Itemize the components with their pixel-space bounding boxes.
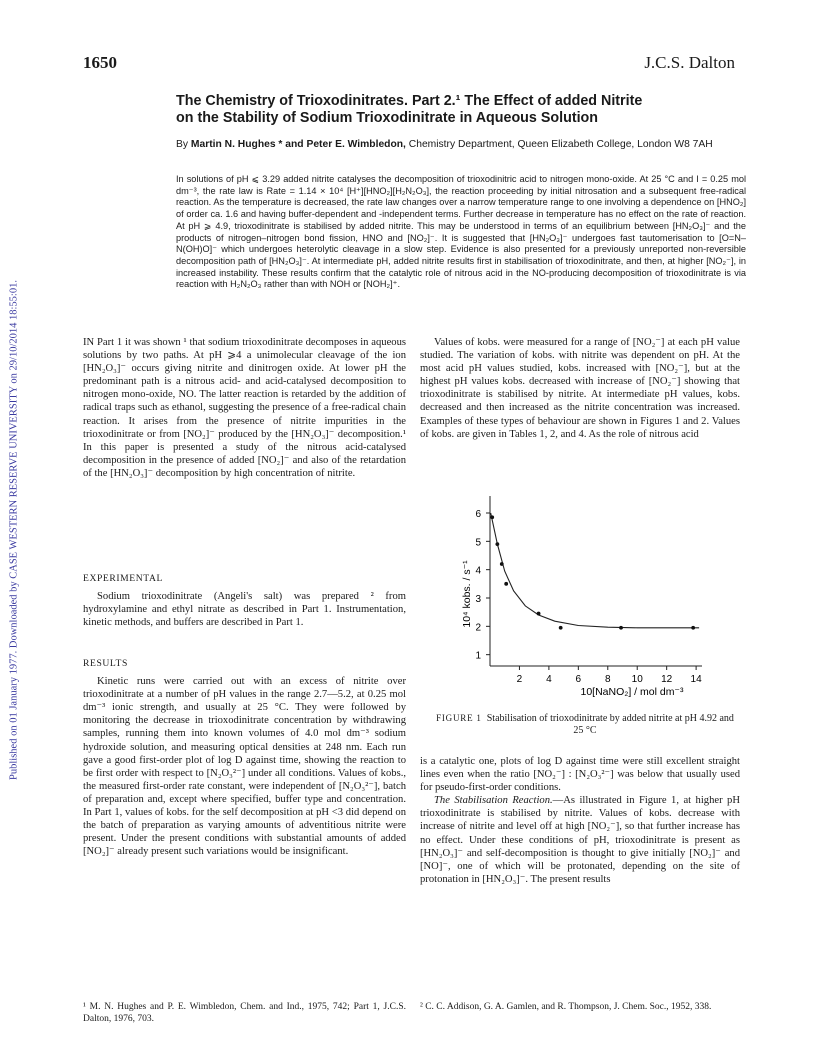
title-line-1: The Chemistry of Trioxodinitrates. Part 2.¹ The Effect of added Nitrite [176, 93, 643, 109]
x-tick-label: 14 [690, 674, 702, 685]
footnote-1: ¹ M. N. Hughes and P. E. Wimbledon, Chem. and Ind., 1975, 742; Part 1, J.C.S. Dalton, 1976, 703. [83, 1002, 406, 1024]
intro-text: IN Part 1 it was shown ¹ that sodium trioxodinitrate decomposes in aqueous solutions by two paths. At pH ⩾4 a unimolecular cleavage of the ion [HN₂O₃]⁻ occurs giving nitrite and dinitrogen oxide. At lower pH the predominant path is a nitrous acid- and acid-catalysed decomposition to nitrogen mono-oxide, NO. The latter reaction is retarded by the addition of radical traps such as ethanol, suggesting the presence of a free-radical chain reaction. It arises from the presence of nitrite impurities in the trioxodinitrate or from [NO₂]⁻ produced by the [HN₂O₃]⁻ decomposition.¹ In this paper is presented a study of the nitrous acid-catalysed decomposition in the presence of added [NO₂]⁻ and also of the retardation of the [HN₂O₃]⁻ decomposition by high concentration of nitrite. [83, 337, 406, 479]
figure-1-chart [440, 488, 720, 698]
page-number: 1650 [83, 53, 117, 72]
affiliation: Chemistry Department, Queen Elizabeth College, London W8 7AH [405, 139, 713, 150]
stabilisation-heading: The Stabilisation Reaction. [434, 795, 553, 807]
data-point [495, 542, 499, 546]
heading-experimental: EXPERIMENTAL [83, 573, 163, 584]
y-tick-label: 6 [475, 509, 481, 520]
title-line-2: on the Stability of Sodium Trioxodinitrate in Aqueous Solution [176, 110, 599, 126]
right-bottom-text-2: —As illustrated in Figure 1, at higher pH trioxodinitrate is stabilised by nitrite. Values of kobs. decrease with increase of nitrite and level off at high [NO₂⁻], so that further increase has no effect. Under these conditions of pH, trioxodinitrate is present as [HN₂O₃]⁻ and self-decomposition is thought to give initially [NO₂]⁻ and [NO]⁻, one of which will be protonated, depending on the site of protonation in [HN₂O₃]⁻. The present results [420, 795, 740, 885]
author-names: Martin N. Hughes * and Peter E. Wimbledon, [190, 139, 406, 150]
data-point [559, 626, 563, 630]
right-bottom-paragraph-2 [420, 794, 740, 886]
authors-by: By [176, 139, 191, 150]
x-axis-label: 10[NaNO₂] / mol dm⁻³ [580, 686, 684, 698]
data-point [500, 562, 504, 566]
article-title [176, 93, 746, 127]
experimental-section [83, 572, 406, 629]
data-point [537, 612, 541, 616]
chart-axes [490, 496, 702, 666]
results-section [83, 657, 406, 858]
heading-results: RESULTS [83, 658, 128, 669]
right-bottom-text-1: is a catalytic one, plots of log D against time were still excellent straight lines even when the ratio [NO₂⁻] : [N₂O₃²⁻] was below that usually used for pseudo-first-order conditions. [420, 756, 740, 794]
abstract: In solutions of pH ⩽ 3.29 added nitrite catalyses the decomposition of trioxodinitric acid to nitrogen mono-oxide. At 25 °C and I = 0.25 mol dm⁻³, the rate law is Rate = 1.14 × 10⁴ [H⁺][HNO₂][H₂N₂O₃], the reaction proceeding by initial nitrosation and a subsequent free-radical reaction. As the temperature is decreased, the rate law changes over a narrow temperature range to one involving a dependence on [HNO₂] of order ca. 1.6 and having buffer-dependent and -independent terms. Further decrease in temperature has no effect on the rate of reaction. At pH ⩾ 4.9, trioxodinitrate is stabilised by added nitrite. This may be understood in terms of an equilibrium between [HN₂O₃]⁻ and the products of nitrogen–nitrogen bond fission, HNO and [NO₂]⁻. It is suggested that [HN₂O₃]⁻ undergoes fast tautomerisation to [O=N–N(OH)O]⁻ which undergoes heterolytic cleavage in a slow step. Evidence is also presented for a previously unreported non-reversible decomposition path of [HN₂O₃]⁻. At intermediate pH, added nitrite results first in stabilisation of trioxodinitrate, and then, at higher [NO₂⁻], in increased instability. These results confirm that the catalytic role of nitrous acid in the NO-producing decomposition of trioxodinitrate is via reaction with H₂N₂O₃ rather than with NOH or [NOH₂]⁺. [176, 174, 746, 290]
data-point [619, 626, 623, 630]
data-point [691, 626, 695, 630]
y-tick-label: 4 [475, 565, 481, 577]
intro-paragraph [83, 336, 406, 480]
y-tick-label: 5 [475, 537, 481, 549]
x-tick-label: 2 [516, 674, 523, 685]
right-top-paragraph [420, 336, 740, 441]
right-bottom-section [420, 755, 740, 886]
x-tick-label: 10 [631, 674, 643, 685]
x-tick-label: 12 [661, 674, 673, 685]
x-tick-label: 4 [546, 674, 552, 685]
data-point [504, 582, 508, 586]
y-tick-label: 3 [475, 594, 481, 605]
right-top-text: Values of kobs. were measured for a range of [NO₂⁻] at each pH value studied. The variation of kobs. with nitrite was dependent on pH. At the most acid pH values studied, kobs. increased with [NO₂⁻], but at the highest pH values kobs. decreased with increase of [NO₂⁻] showing that trioxodinitrate is stabilised by nitrite. At intermediate pH values, kobs. decreased and then increased as the nitrite concentration was increased. Examples of these types of behaviour are shown in Figures 1 and 2. Values of kobs. are given in Tables 1, 2, and 4. As the role of nitrous acid [420, 337, 740, 440]
provenance-sidebar [0, 0, 22, 1061]
provenance-text: Published on 01 January 1977. Downloaded by CASE WESTERN RESERVE UNIVERSITY on 29/10/2014 18:55:01. [8, 280, 20, 780]
figure-1-caption [430, 712, 740, 737]
y-tick-label: 1 [475, 650, 481, 662]
data-point [490, 515, 494, 519]
figure-caption-text: Stabilisation of trioxodinitrate by added nitrite at pH 4.92 and 25 °C [486, 713, 734, 736]
chart-points [490, 515, 695, 629]
x-tick-label: 8 [604, 674, 611, 685]
x-tick-label: 6 [575, 674, 582, 685]
author-block [176, 138, 746, 151]
chart-curve [491, 513, 699, 628]
figure-label: FIGURE 1 [436, 713, 482, 723]
y-axis-label: 10⁴ kobs. / s⁻¹ [461, 560, 473, 628]
footnote-2: ² C. C. Addison, G. A. Gamlen, and R. Thompson, J. Chem. Soc., 1952, 338. [420, 1002, 712, 1012]
journal-name: J.C.S. Dalton [644, 53, 735, 72]
chart-ticks [475, 509, 702, 685]
y-tick-label: 2 [475, 622, 481, 634]
results-text: Kinetic runs were carried out with an excess of nitrite over trioxodinitrate at a number of pH values in the range 2.7—5.2, at 0.25 mol dm⁻³ ionic strength, and usually at 25 °C. They were followed by monitoring the decrease in trioxodinitrate concentration by withdrawing samples, running them into known volumes of 4.0 mol dm⁻³ sodium hydroxide solution, and measuring optical densities at 248 nm. Each run gave a good first-order plot of log D against time, showing the reaction to be first order with respect to [N₂O₃²⁻] under all conditions. Values of kobs., the measured first-order rate constant, were independent of [N₂O₃²⁻], batch of preparation and, except where specified, buffer type and concentration. In Part 1, values of kobs. for the self decomposition at pH <3 did depend on the batch of preparation as varying amounts of adventitious nitrite were present. Under the present conditions with substantial amounts of added [NO₂]⁻ already present such variations would be insignificant. [83, 676, 406, 858]
fitted-curve [491, 513, 699, 628]
experimental-text: Sodium trioxodinitrate (Angeli's salt) was prepared ² from hydroxylamine and ethyl nitrate as described in Part 1. Instrumentation, kinetic methods, and buffers are described in Part 1. [83, 591, 406, 629]
